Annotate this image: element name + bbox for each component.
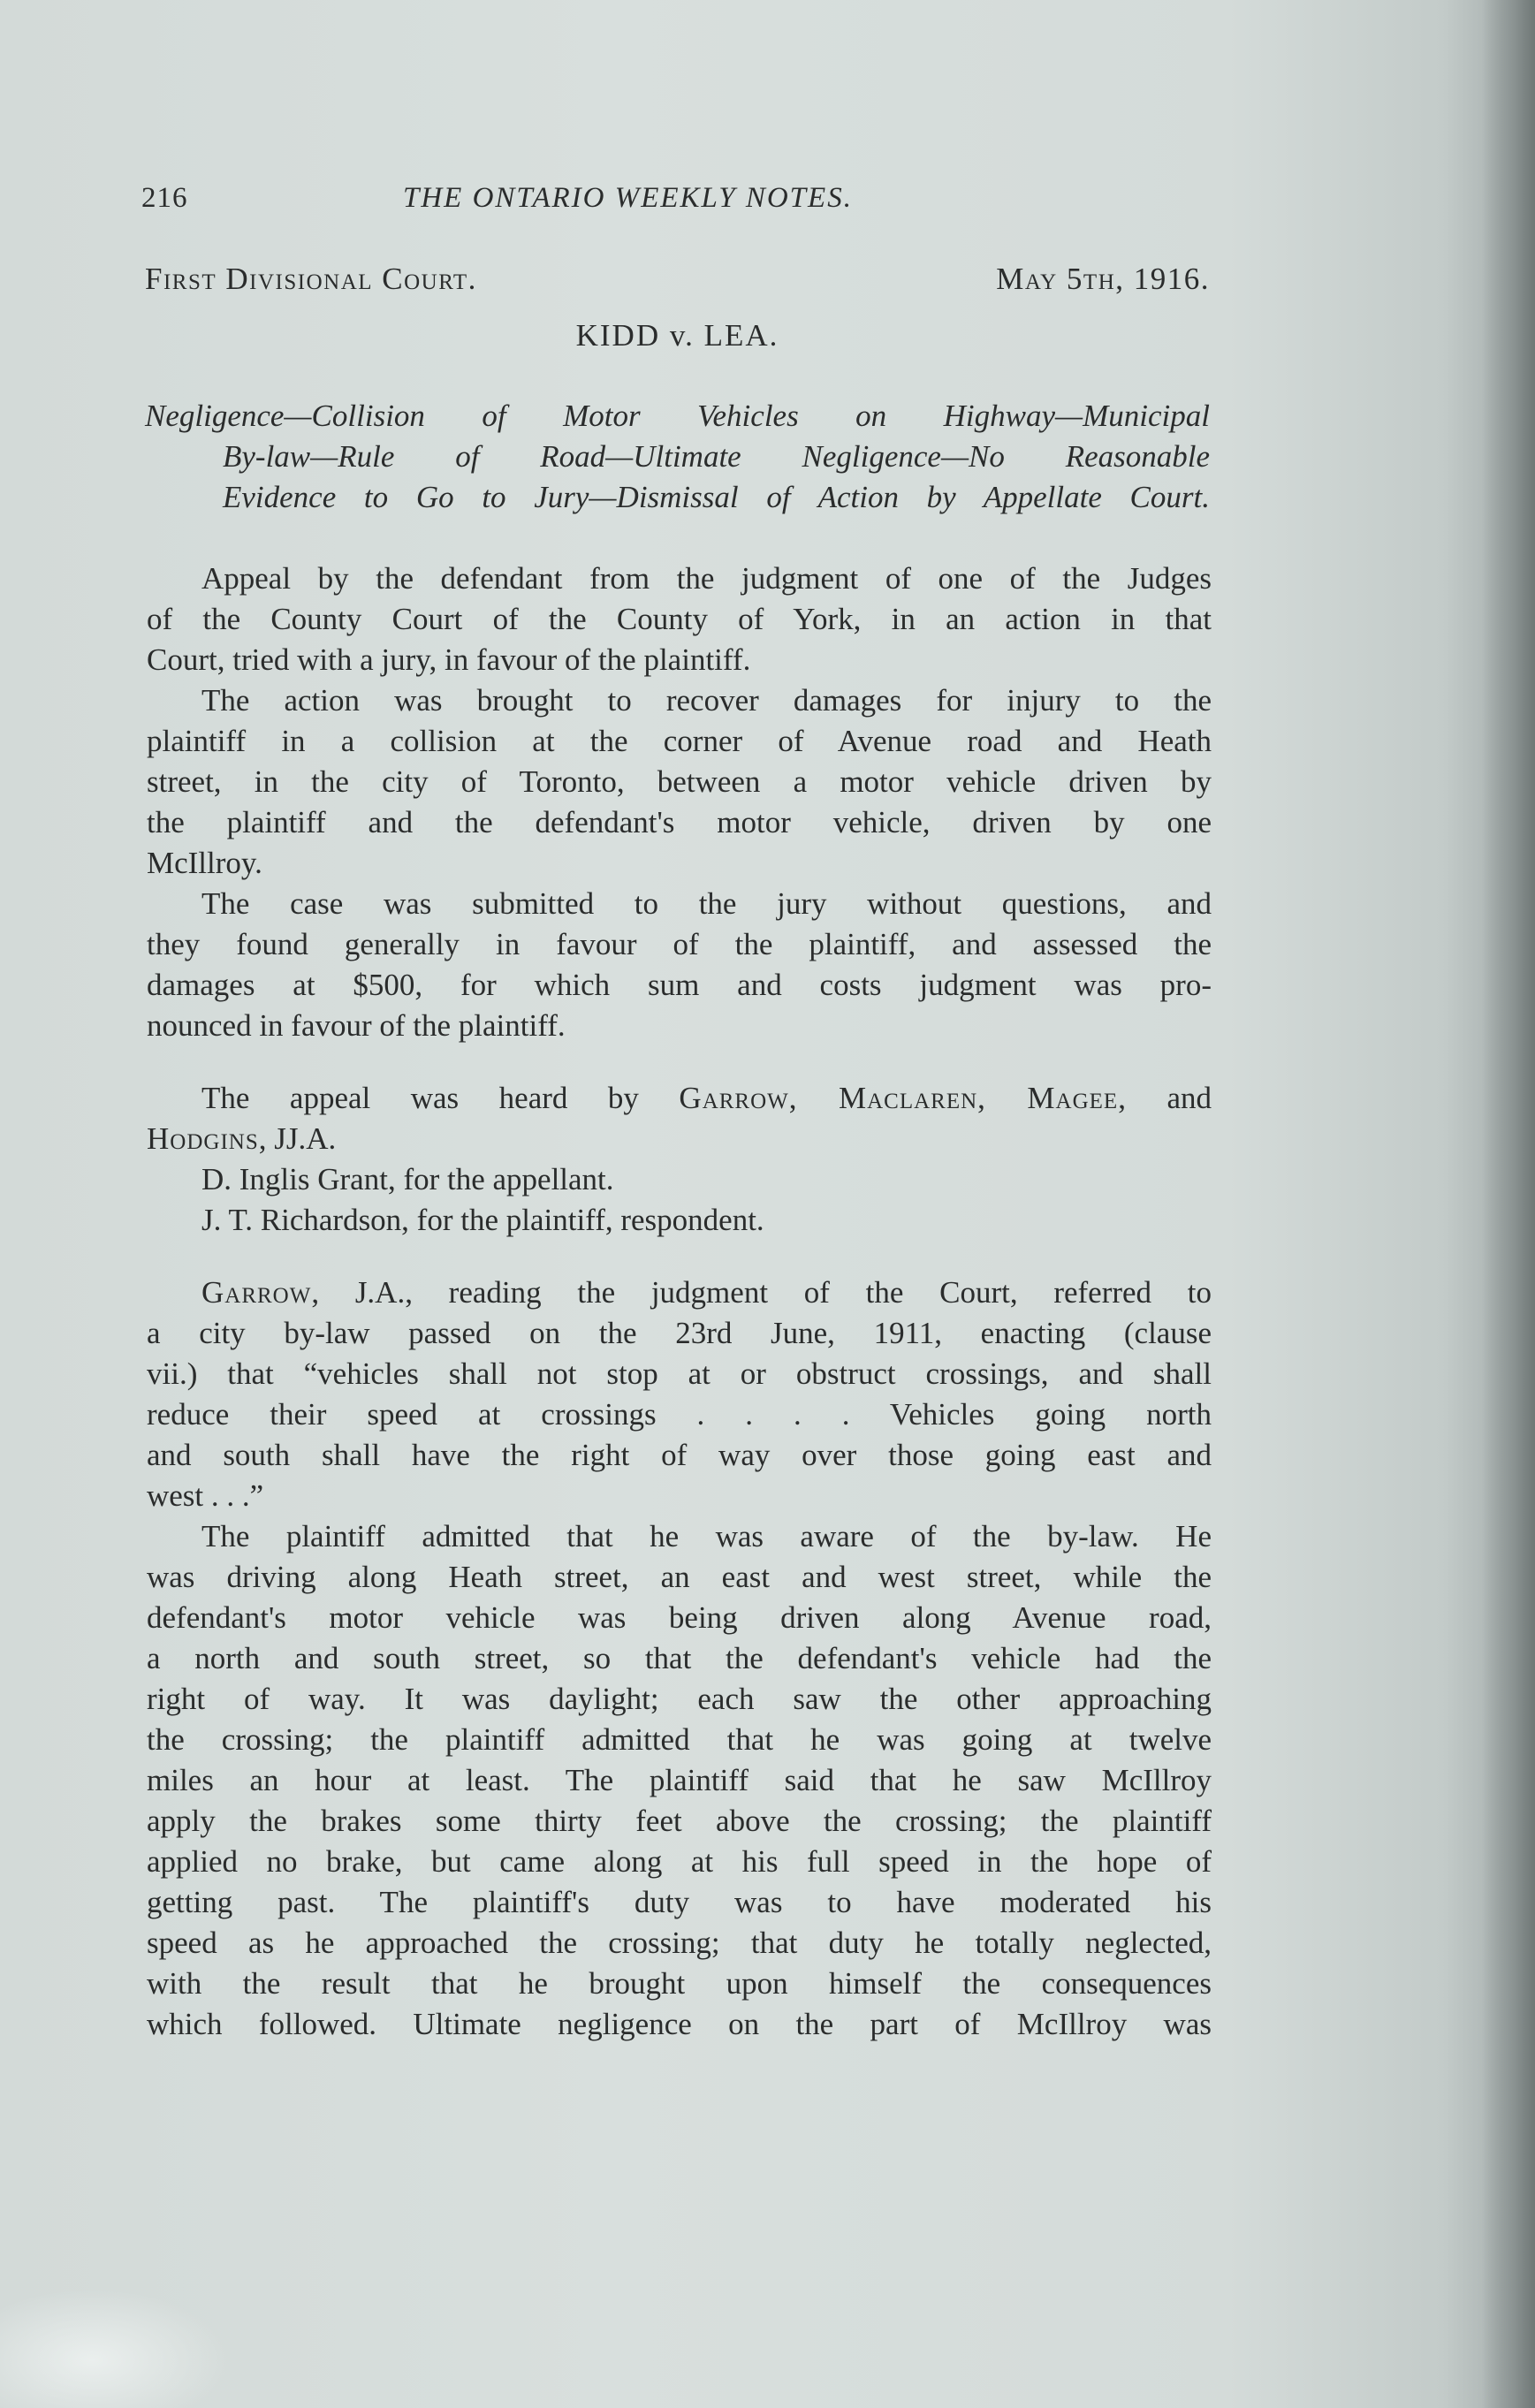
text-line: apply the brakes some thirty feet above the crossing; the plaintiff — [147, 1804, 1212, 1838]
judgment-intro: , J.A., reading the judgment of the Court, referred to — [311, 1275, 1212, 1310]
text-line: getting past. The plaintiff's duty was to have moderated his — [147, 1885, 1212, 1919]
text-line: street, in the city of Toronto, between a motor vehicle driven by — [147, 764, 1212, 799]
paragraph-appeal — [147, 558, 1212, 680]
text-line — [147, 1119, 1212, 1159]
paragraph-hearing — [147, 1078, 1212, 1241]
text-line: defendant's motor vehicle was being driven along Avenue road, — [147, 1600, 1212, 1635]
decision-date: May 5th, 1916. — [996, 262, 1210, 296]
text-line: which followed. Ultimate negligence on the part of McIllroy was — [147, 2007, 1212, 2041]
text-line: of the County Court of the County of York, in an action in that — [147, 602, 1212, 636]
text-line: speed as he approached the crossing; that duty he totally neglected, — [147, 1926, 1212, 1960]
text-line: The action was brought to recover damages for injury to the — [201, 683, 1212, 718]
text-line: damages at $500, for which sum and costs judgment was pro- — [147, 968, 1212, 1002]
text-line: Court, tried with a jury, in favour of the plaintiff. — [147, 642, 751, 677]
section-gap — [147, 1241, 1212, 1272]
text-line: vii.) that “vehicles shall not stop at or obstruct crossings, and shall — [147, 1356, 1212, 1391]
text-line: a north and south street, so that the defendant's vehicle had the — [147, 1641, 1212, 1675]
hearing-suffix: and — [1126, 1081, 1212, 1115]
headnote-line: Evidence to Go to Jury—Dismissal of Action by Appellate Court. — [223, 480, 1210, 514]
running-header — [141, 182, 1211, 226]
text-line: with the result that he brought upon himself the consequences — [147, 1966, 1212, 2001]
text-line: miles an hour at least. The plaintiff said that he saw McIllroy — [147, 1763, 1212, 1797]
text-line — [147, 1078, 1212, 1119]
judge-name: Hodgins — [147, 1121, 259, 1156]
section-gap — [147, 1046, 1212, 1078]
respondent-counsel: J. T. Richardson, for the plaintiff, respondent. — [201, 1203, 764, 1237]
text-line: they found generally in favour of the plaintiff, and assessed the — [147, 927, 1212, 961]
text-line: was driving along Heath street, an east and west street, while the — [147, 1560, 1212, 1594]
running-title: THE ONTARIO WEEKLY NOTES. — [403, 182, 853, 214]
judges-title: , JJ.A. — [258, 1121, 337, 1156]
page-edge-shadow — [1482, 0, 1535, 2408]
text-line: a city by-law passed on the 23rd June, 1911, enacting (clause — [147, 1316, 1212, 1350]
text-line: and south shall have the right of way over those going east and — [147, 1438, 1212, 1472]
page-number: 216 — [141, 182, 188, 214]
text-line: plaintiff in a collision at the corner of Avenue road and Heath — [147, 724, 1212, 758]
judges-names: Garrow, Maclaren, Magee, — [679, 1081, 1127, 1115]
paragraph-action — [147, 680, 1212, 884]
paragraph-verdict — [147, 884, 1212, 1046]
text-line — [147, 1272, 1212, 1313]
judgment-judge: Garrow — [201, 1275, 312, 1310]
text-line: McIllroy. — [147, 846, 262, 880]
text-line: The case was submitted to the jury without questions, and — [201, 886, 1212, 921]
paragraph-facts — [147, 1516, 1212, 2045]
paragraph-judgment — [147, 1272, 1212, 1516]
court-line — [145, 262, 1210, 297]
text-line: right of way. It was daylight; each saw the other approaching — [147, 1682, 1212, 1716]
text-line: nounced in favour of the plaintiff. — [147, 1008, 566, 1043]
court-name: First Divisional Court. — [145, 262, 477, 296]
text-line: the crossing; the plaintiff admitted that he was going at twelve — [147, 1722, 1212, 1757]
paper-stain — [0, 2289, 230, 2408]
headnote-line: Negligence—Collision of Motor Vehicles on Highway—Municipal — [145, 399, 1210, 433]
text-line: reduce their speed at crossings . . . . Vehicles going north — [147, 1397, 1212, 1432]
text-line: applied no brake, but came along at his full speed in the hope of — [147, 1844, 1212, 1879]
appellant-counsel: D. Inglis Grant, for the appellant. — [201, 1162, 614, 1196]
text-line: The plaintiff admitted that he was aware of the by-law. He — [201, 1519, 1212, 1553]
text-line: the plaintiff and the defendant's motor vehicle, driven by one — [147, 805, 1212, 839]
text-line: Appeal by the defendant from the judgment of one of the Judges — [201, 561, 1212, 596]
headnote — [145, 396, 1210, 518]
case-title: KIDD v. LEA. — [575, 318, 779, 353]
text-line: west . . .” — [147, 1478, 264, 1513]
headnote-line: By-law—Rule of Road—Ultimate Negligence—No Reasonable — [223, 439, 1210, 474]
report-body — [147, 558, 1212, 2045]
hearing-prefix: The appeal was heard by — [201, 1081, 680, 1115]
